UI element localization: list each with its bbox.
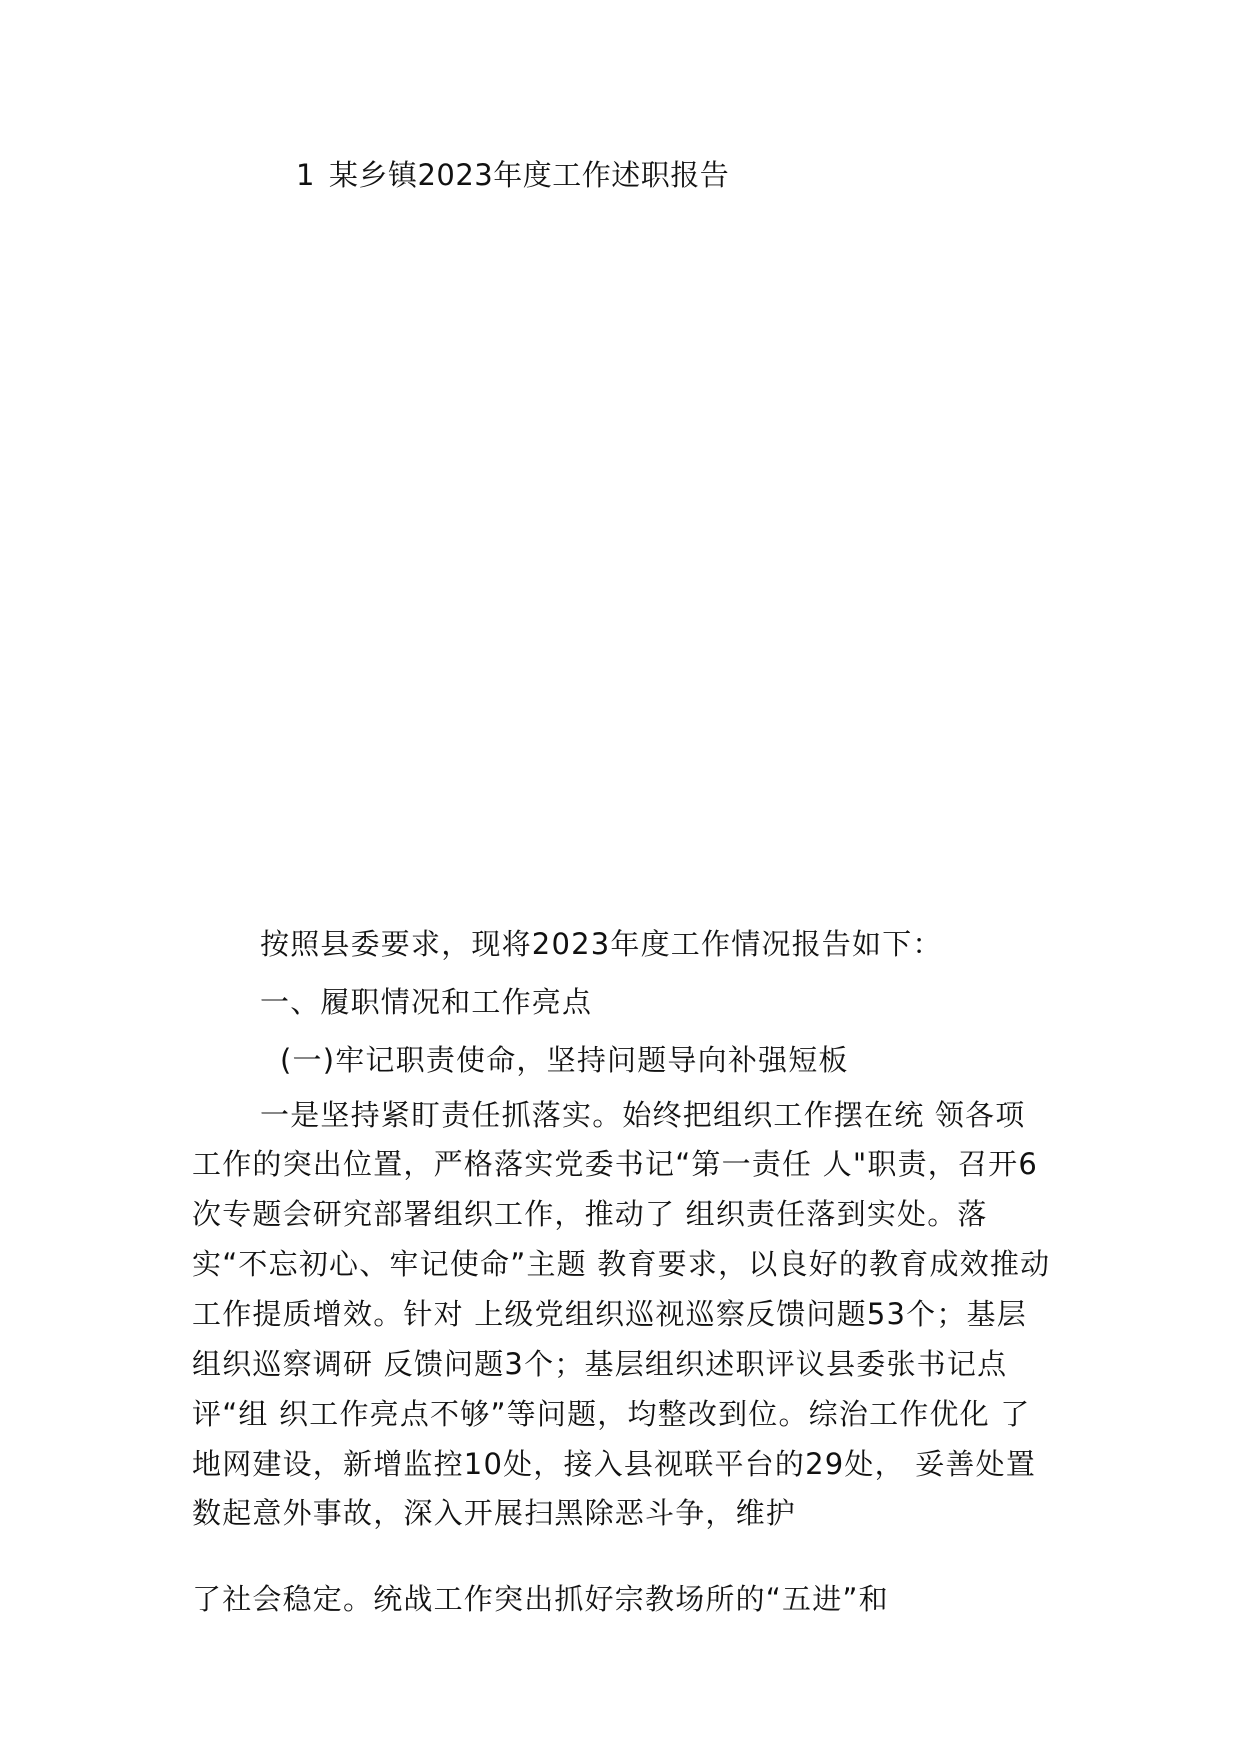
document-title — [296, 155, 729, 195]
body-text-line: 评“组 织工作亮点不够”等问题，均整改到位。综治工作优化 了 — [192, 1397, 1031, 1431]
title-number: 1 — [296, 158, 315, 192]
title-text: 某乡镇2023年度工作述职报告 — [328, 158, 730, 192]
body-text-line: 组织巡察调研 反馈问题3个；基层组织述职评议县委张书记点 — [192, 1347, 1008, 1381]
body-text-line: 工作提质增效。针对 上级党组织巡视巡察反馈问题53个；基层 — [192, 1297, 1027, 1331]
body-text-line: 了社会稳定。统战工作突出抓好宗教场所的“五进”和 — [192, 1582, 889, 1616]
intro-paragraph: 按照县委要求，现将2023年度工作情况报告如下： — [260, 927, 943, 961]
body-text-line: 数起意外事故，深入开展扫黑除恶斗争，维护 — [192, 1496, 797, 1530]
body-text-line: 实“不忘初心、牢记使命”主题 教育要求，以良好的教育成效推动 — [192, 1247, 1051, 1281]
subsection-heading: (一)牢记职责使命，坚持问题导向补强短板 — [280, 1043, 849, 1077]
body-text-line: 一是坚持紧盯责任抓落实。始终把组织工作摆在统 领各项 — [260, 1098, 1026, 1132]
body-text-line: 次专题会研究部署组织工作，推动了 组织责任落到实处。落 — [192, 1197, 988, 1231]
body-text-line: 工作的突出位置，严格落实党委书记“第一责任 人"职责，召开6 — [192, 1147, 1039, 1181]
section-heading: 一、履职情况和工作亮点 — [260, 985, 593, 1019]
body-text-line: 地网建设，新增监控10处，接入县视联平台的29处， 妥善处置 — [192, 1447, 1037, 1481]
